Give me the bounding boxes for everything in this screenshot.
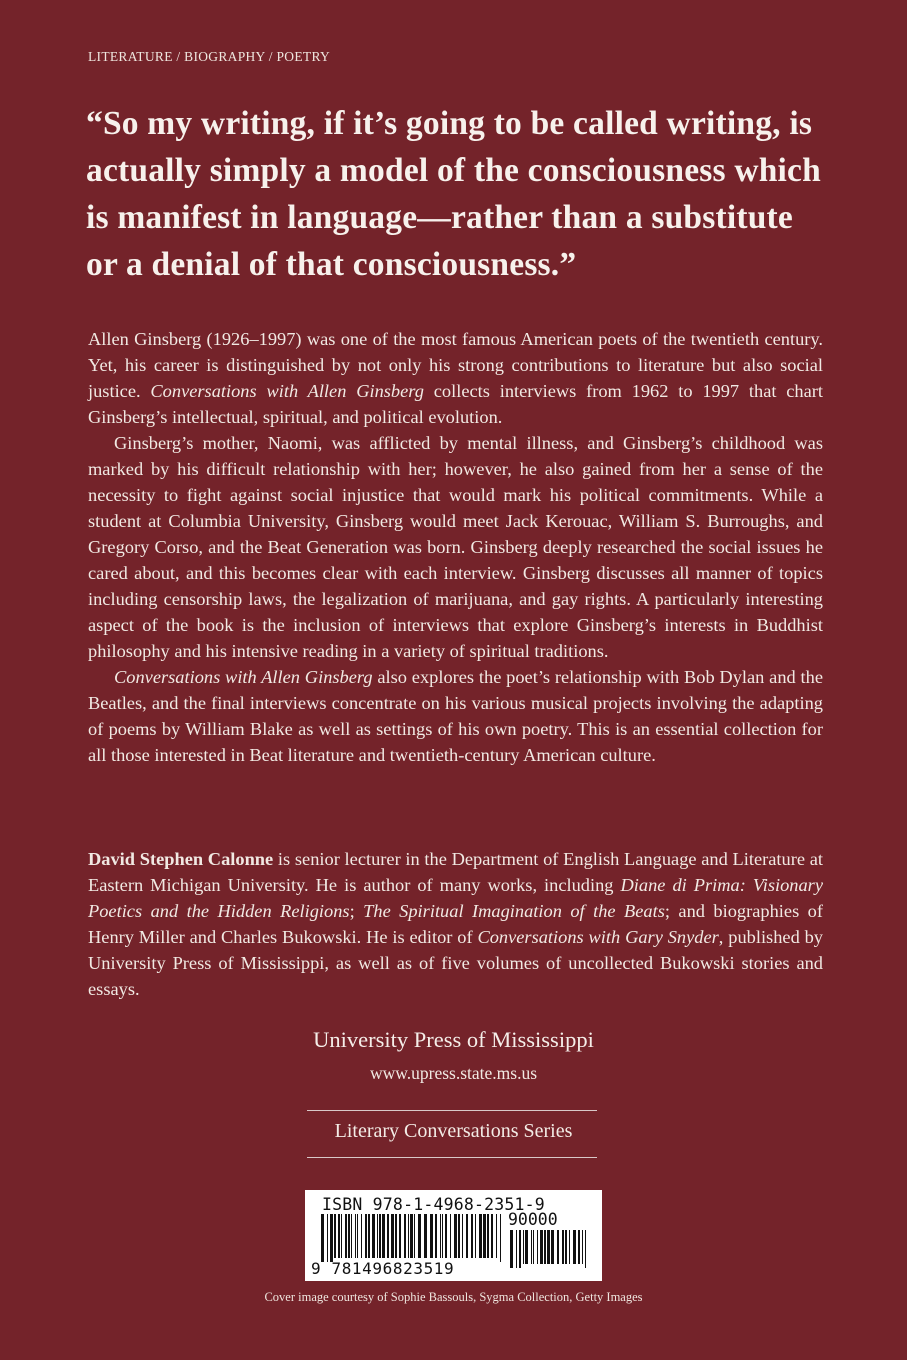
barcode-bar — [565, 1230, 567, 1264]
description-text: collects interviews from 1962 to 1997 that chart Ginsberg’s intellectual, spiritual, and political evolution. — [88, 381, 824, 427]
publisher-name: University Press of Mississippi — [313, 1027, 594, 1052]
barcode-bar — [372, 1214, 375, 1258]
barcode-bar — [368, 1214, 370, 1258]
barcode-bar — [338, 1214, 340, 1258]
ean-digits-rest: 781496823519 — [331, 1259, 455, 1278]
book-title: Conversations with Allen Ginsberg — [114, 667, 373, 687]
description-text: Allen Ginsberg (1926–1997) was one of the most famous American poets of the twentieth century. Yet, his career is distinguished by not only his strong contributions to literature but also social justice. — [88, 329, 823, 401]
barcode-bar — [454, 1214, 457, 1258]
barcode-bar — [585, 1230, 586, 1268]
barcode-bar — [519, 1230, 521, 1268]
barcode-bar — [582, 1230, 583, 1264]
barcode-bar — [445, 1214, 447, 1258]
barcode-bar — [479, 1214, 482, 1258]
isbn-text: ISBN 978-1-4968-2351-9 — [322, 1195, 545, 1214]
ean-digits — [311, 1259, 454, 1278]
barcode-bar — [351, 1214, 352, 1258]
barcode-bar — [321, 1214, 324, 1262]
author-work-title: Conversations with Gary Snyder — [477, 927, 719, 947]
barcode-bar — [365, 1214, 367, 1258]
barcode-bar — [471, 1214, 473, 1258]
barcode-bar — [442, 1214, 443, 1258]
barcode-bar — [573, 1230, 576, 1264]
barcode-bar — [341, 1214, 342, 1258]
barcode-bar — [516, 1230, 517, 1268]
barcode-bar — [466, 1214, 468, 1258]
barcode-bar — [523, 1230, 524, 1264]
barcode-bar — [408, 1214, 409, 1258]
barcode-bar — [531, 1230, 532, 1264]
barcode-bar — [496, 1214, 497, 1258]
barcode-bar — [510, 1230, 513, 1268]
book-title: Conversations with Allen Ginsberg — [150, 381, 424, 401]
cover-image-credit: Cover image courtesy of Sophie Bassouls, Sygma Collection, Getty Images — [264, 1290, 643, 1304]
barcode-bar — [424, 1214, 427, 1258]
price-code: 90000 — [508, 1210, 558, 1229]
barcode-bar — [430, 1214, 433, 1258]
author-bio-text: is senior lecturer in the Department of English Language and Literature at Eastern Michigan University. He is author of many works, including — [88, 849, 824, 895]
author-bio-text: , published by University Press of Mississippi, as well as of five volumes of uncollected Bukowski stories and essays. — [88, 927, 824, 999]
author-work-title: The Spiritual Imagination of the Beats — [363, 901, 665, 921]
barcode-bar — [395, 1214, 397, 1258]
barcode-bar — [399, 1214, 401, 1258]
barcode-bar — [533, 1230, 534, 1264]
barcode-bar — [578, 1230, 580, 1264]
barcode-bar — [557, 1230, 559, 1264]
barcode-bar — [540, 1230, 543, 1264]
addon-barcode-bars — [510, 1230, 590, 1268]
ean-barcode-bars — [321, 1214, 506, 1262]
description-paragraph-1 — [88, 326, 823, 430]
barcode-bar — [551, 1230, 554, 1264]
category-label: LITERATURE / BIOGRAPHY / POETRY — [88, 49, 331, 64]
author-bio-text: ; — [349, 901, 364, 921]
barcode-bar — [355, 1214, 356, 1258]
author-work-title: Diane di Prima: Visionary Poetics and the Hidden Religions — [88, 875, 823, 921]
barcode-bar — [357, 1214, 358, 1258]
barcode-bar — [382, 1214, 385, 1258]
barcode-bar — [569, 1230, 570, 1264]
barcode-bar — [379, 1214, 381, 1258]
barcode-bar — [475, 1214, 476, 1258]
barcode-bar — [345, 1214, 347, 1258]
barcode-bar — [537, 1230, 538, 1264]
barcode-bar — [500, 1214, 501, 1262]
pull-quote: “So my writing, if it’s going to be called writing, is actually simply a model of the consciousness which is manifest in language—rather than a substitute or a denial of that consciousness.” — [86, 105, 821, 283]
barcode-bar — [404, 1214, 406, 1258]
series-top-rule — [307, 1110, 597, 1111]
barcode-bar — [562, 1230, 564, 1264]
barcode-bar — [491, 1214, 493, 1258]
barcode-bar — [348, 1214, 350, 1258]
barcode-bar — [334, 1214, 336, 1258]
barcode-bar — [327, 1214, 328, 1262]
barcode-bar — [414, 1214, 415, 1258]
description-paragraph-2: Ginsberg’s mother, Naomi, was afflicted by mental illness, and Ginsberg’s childhood was marked by his difficult relationship with her; however, he also gained from her a sense of the necessity to fight against social injustice that would mark his political commitments. While a student at Columbia University, Ginsberg would meet Jack Kerouac, William S. Burroughs, and Gregory Corso, and the Beat Generation was born. Ginsberg deeply researched the social issues he cared about, and this becomes clear with each interview. Ginsberg discusses all manner of topics including censorship laws, the legalization of marijuana, and gay rights. A particularly interesting aspect of the book is the inclusion of interviews that explore Ginsberg’s interests in Buddhist philosophy and his intensive reading in a variety of spiritual traditions. — [88, 433, 823, 661]
barcode-bar — [483, 1214, 486, 1258]
description-text: also explores the poet’s relationship with Bob Dylan and the Beatles, and the final interviews concentrate on his various musical projects involving the adapting of poems by William Blake as well as settings of his own poetry. This is an essential collection for all those interested in Beat literature and twentieth-century American culture. — [88, 667, 823, 765]
barcode-bar — [377, 1214, 378, 1258]
description-paragraph-3 — [88, 664, 823, 768]
book-description — [88, 326, 823, 768]
barcode-bar — [387, 1214, 389, 1258]
barcode-bar — [458, 1214, 460, 1258]
barcode-bar — [440, 1214, 441, 1258]
barcode-bar — [462, 1214, 463, 1258]
barcode-bar — [525, 1230, 528, 1264]
series-name: Literary Conversations Series — [334, 1120, 573, 1142]
series-bottom-rule — [307, 1157, 597, 1158]
barcode-bar — [435, 1214, 437, 1258]
publisher-website: www.upress.state.ms.us — [369, 1063, 538, 1083]
barcode-bar — [361, 1214, 362, 1258]
barcode-box — [305, 1190, 602, 1281]
barcode-bar — [544, 1230, 546, 1264]
barcode-bar — [330, 1214, 333, 1262]
barcode-bar — [391, 1214, 394, 1258]
ean-first-digit: 9 — [311, 1259, 322, 1278]
barcode-bar — [418, 1214, 421, 1258]
barcode-bar — [547, 1230, 550, 1264]
barcode-bar — [487, 1214, 489, 1258]
barcode-bar — [450, 1214, 451, 1258]
author-bio — [88, 846, 823, 1002]
barcode-bar — [410, 1214, 413, 1258]
author-bio-text: ; and biographies of Henry Miller and Charles Bukowski. He is editor of — [88, 901, 823, 947]
author-name: David Stephen Calonne — [88, 849, 274, 869]
